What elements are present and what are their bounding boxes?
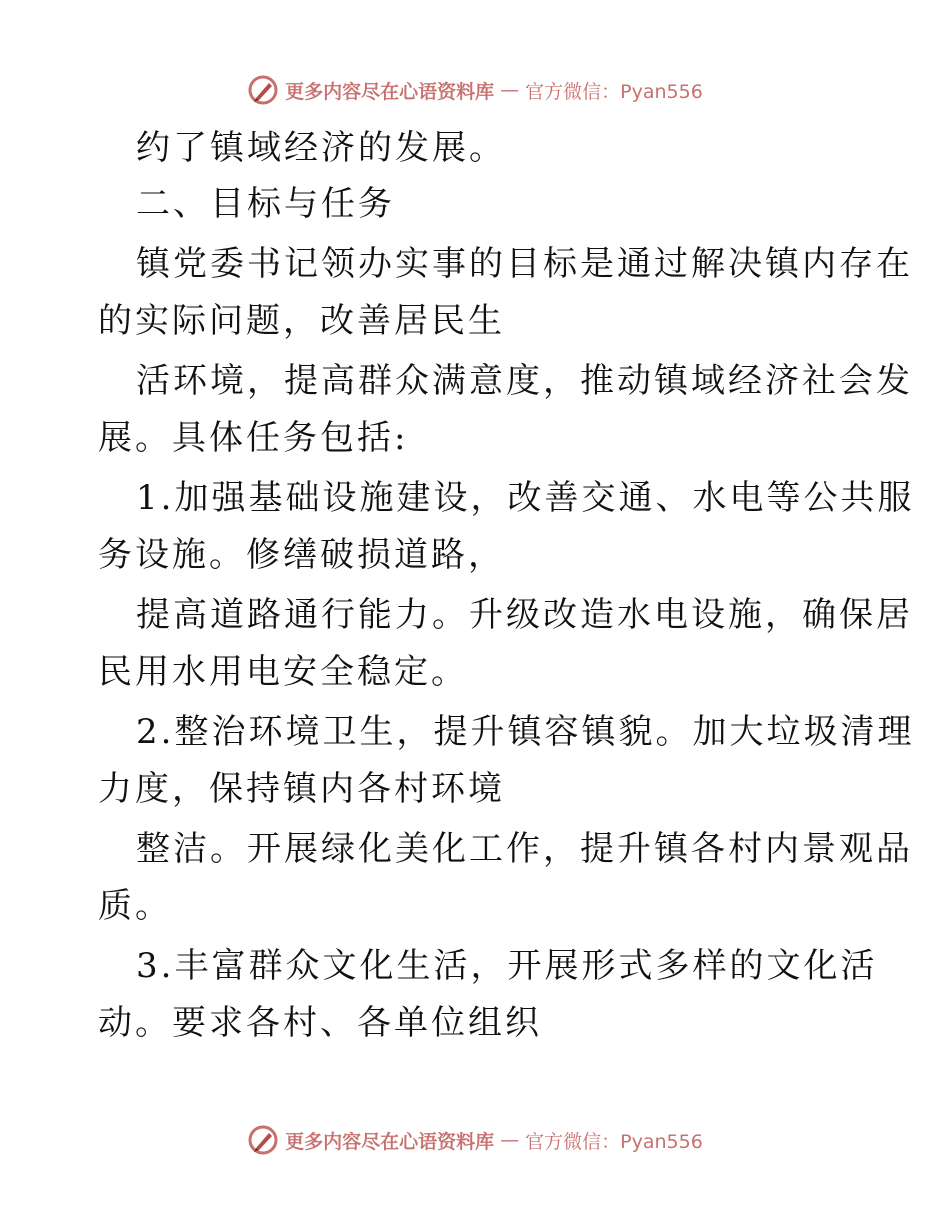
text-line: 的实际问题，改善居民生 xyxy=(98,301,505,341)
watermark-contact: 官方微信：Pyan556 xyxy=(525,80,703,103)
list-item: 3.丰富群众文化生活，开展形式多样的文化活 xyxy=(136,946,878,986)
text-line: 展。具体任务包括: xyxy=(98,418,409,458)
footer-watermark xyxy=(0,1120,950,1160)
watermark-separator: — xyxy=(500,1129,520,1151)
text-line: 质。 xyxy=(98,886,172,926)
pen-logo-icon xyxy=(247,1124,279,1156)
watermark-contact: 官方微信：Pyan556 xyxy=(525,1130,703,1153)
header-watermark xyxy=(0,70,950,110)
text-line: 民用水用电安全稳定。 xyxy=(98,652,468,692)
watermark-text: 更多内容尽在心语资料库 xyxy=(285,1130,495,1153)
watermark-separator: — xyxy=(500,79,520,101)
list-item: 2.整治环境卫生，提升镇容镇貌。加大垃圾清理 xyxy=(136,712,915,752)
text-line: 务设施。修缮破损道路， xyxy=(98,535,505,575)
pen-logo-icon xyxy=(247,74,279,106)
watermark-group xyxy=(247,74,703,106)
list-item: 1.加强基础设施建设，改善交通、水电等公共服 xyxy=(136,478,915,518)
text-line: 力度，保持镇内各村环境 xyxy=(98,769,505,809)
watermark-group xyxy=(247,1124,703,1156)
text-line: 整洁。开展绿化美化工作，提升镇各村内景观品 xyxy=(136,829,913,869)
text-line: 镇党委书记领办实事的目标是通过解决镇内存在 xyxy=(136,244,913,284)
watermark-text: 更多内容尽在心语资料库 xyxy=(285,80,495,103)
text-line: 活环境，提高群众满意度，推动镇域经济社会发 xyxy=(136,361,913,401)
text-line: 提高道路通行能力。升级改造水电设施，确保居 xyxy=(136,595,913,635)
text-line: 约了镇域经济的发展。 xyxy=(136,128,506,168)
text-line: 动。要求各村、各单位组织 xyxy=(98,1003,542,1043)
section-heading: 二、目标与任务 xyxy=(136,184,395,224)
